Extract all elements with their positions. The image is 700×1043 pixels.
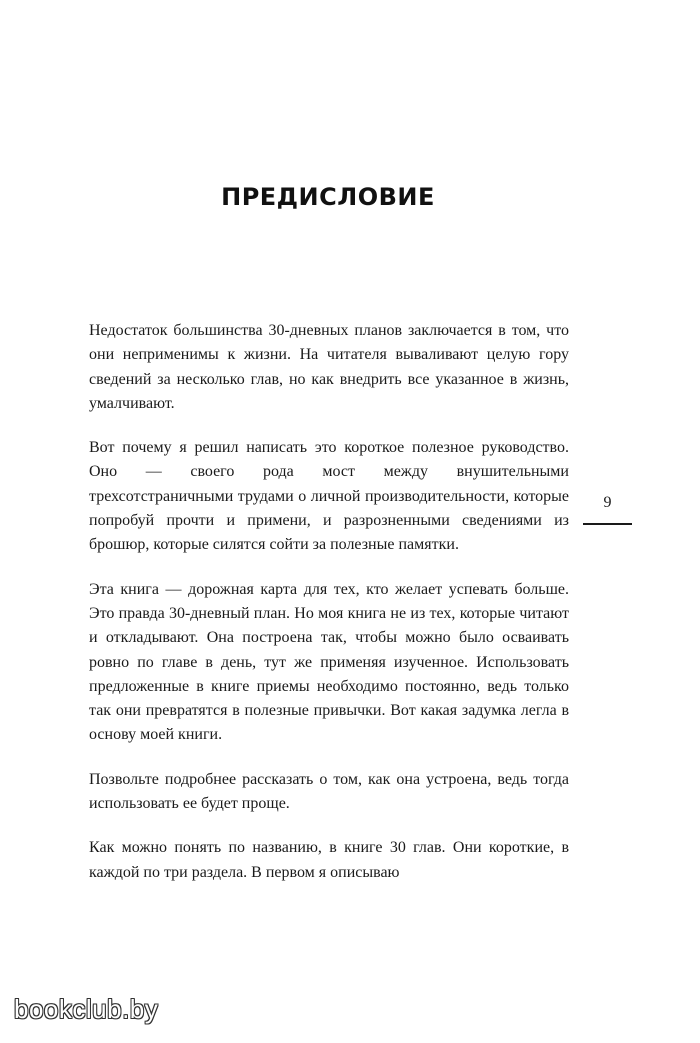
chapter-title: ПРЕДИСЛОВИЕ [221,183,435,211]
paragraph: Вот почему я решил написать это короткое полезное руководство. Оно — своего рода мост между внушительными трехсотстраничными трудами о личной производительности, которые попробуй прочти и примени, и разрозненными сведениями из брошюр, которые силятся сойти за полезные памятки. [89,439,569,554]
watermark: bookclub.by [14,994,159,1024]
paragraph: Позвольте подробнее рассказать о том, как она устроена, ведь тогда использовать ее будет проще. [89,770,569,813]
page-number: 9 [603,494,612,511]
paragraph: Эта книга — дорожная карта для тех, кто желает успевать больше. Это правда 30-дневный план. Но моя книга не из тех, которые читают и откладывают. Она построена так, чтобы можно было осваивать ровно по главе в день, тут же применяя изученное. Использовать предложенные в книге приемы необходимо постоянно, ведь только так они превратятся в полезные привычки. Вот какая задумка легла в основу моей книги. [89,580,569,744]
page-number-rule [583,523,632,525]
page-number-marker [583,493,632,525]
paragraph: Недостаток большинства 30-дневных планов заключается в том, что они неприменимы к жизни. На читателя вываливают целую гору сведений за несколько глав, но как внедрить все указанное в жизнь, умалчивают. [89,322,569,412]
body-text [89,319,569,905]
paragraph: Как можно понять по названию, в книге 30 глав. Они короткие, в каждой по три раздела. В первом я описываю [89,839,569,881]
